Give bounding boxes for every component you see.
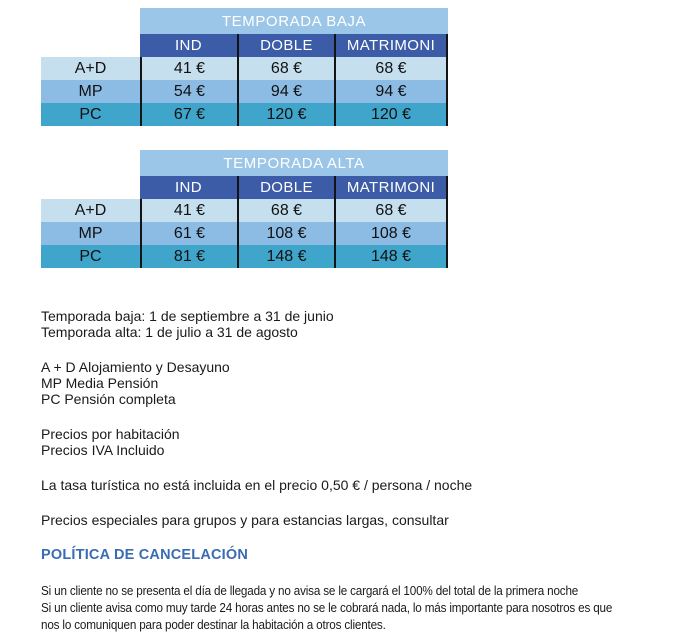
price-cell: 68 € bbox=[237, 57, 334, 80]
row-label-ad: A+D bbox=[41, 57, 140, 80]
row-label-ad: A+D bbox=[41, 199, 140, 222]
row-label-pc: PC bbox=[41, 245, 140, 268]
row-label-mp: MP bbox=[41, 80, 140, 103]
table-title: TEMPORADA BAJA bbox=[140, 8, 448, 34]
temporada-baja-table bbox=[41, 8, 448, 126]
price-cell: 148 € bbox=[334, 245, 448, 268]
policy-line-2: Si un cliente avisa como muy tarde 24 horas antes no se le cobrará nada, lo más importante para nosotros es que bbox=[41, 600, 613, 615]
cancellation-heading: POLÍTICA DE CANCELACIÓN bbox=[41, 547, 249, 563]
row-label-mp: MP bbox=[41, 222, 140, 245]
spacer-cell bbox=[41, 8, 140, 34]
legend-mp: MP Media Pensión bbox=[41, 375, 159, 391]
vat-note: Precios IVA Incluido bbox=[41, 442, 165, 458]
per-room-note: Precios por habitación bbox=[41, 426, 180, 442]
price-cell: 120 € bbox=[237, 103, 334, 126]
spacer-cell bbox=[41, 176, 140, 199]
price-cell: 94 € bbox=[237, 80, 334, 103]
policy-line-1: Si un cliente no se presenta el día de llegada y no avisa se le cargará el 100% del total de la primera noche bbox=[41, 583, 579, 598]
column-header-doble: DOBLE bbox=[237, 34, 334, 57]
column-header-doble: DOBLE bbox=[237, 176, 334, 199]
price-cell: 61 € bbox=[140, 222, 237, 245]
season-high-note: Temporada alta: 1 de julio a 31 de agosto bbox=[41, 324, 298, 340]
cancellation-policy bbox=[41, 582, 661, 633]
price-cell: 68 € bbox=[334, 199, 448, 222]
column-header-matrimoni: MATRIMONI bbox=[334, 176, 448, 199]
price-cell: 108 € bbox=[334, 222, 448, 245]
price-cell: 41 € bbox=[140, 199, 237, 222]
temporada-alta-table bbox=[41, 150, 448, 268]
price-cell: 54 € bbox=[140, 80, 237, 103]
price-cell: 94 € bbox=[334, 80, 448, 103]
price-cell: 120 € bbox=[334, 103, 448, 126]
column-header-ind: IND bbox=[140, 34, 237, 57]
notes-section: Temporada baja: 1 de septiembre a 31 de junio Temporada alta: 1 de julio a 31 de agosto A + D Alojamiento y Desayuno MP Media Pensión PC Pensión completa Precios por habitación Precios IVA Incluido La tasa turística no está incluida en el precio 0,50 € / persona / noche Precios especiales para grupos y para estancias largas, consultar POLÍTICA DE CANCELACIÓN Si un cliente no se presenta el día de llegada y no avisa se le cargará el 100% del total de la primera noche Si un cliente avisa como muy tarde 24 horas antes no se le cobrará nada, lo más importante para nosotros es que nos lo comuniquen para poder destinar la habitación a otros clientes. bbox=[41, 289, 661, 633]
price-cell: 81 € bbox=[140, 245, 237, 268]
spacer-cell bbox=[41, 150, 140, 176]
price-cell: 68 € bbox=[237, 199, 334, 222]
policy-line-3: nos lo comuniquen para poder destinar la habitación a otros clientes. bbox=[41, 617, 386, 632]
table-title: TEMPORADA ALTA bbox=[140, 150, 448, 176]
spacer-cell bbox=[41, 34, 140, 57]
legend-ad: A + D Alojamiento y Desayuno bbox=[41, 359, 230, 375]
season-low-note: Temporada baja: 1 de septiembre a 31 de junio bbox=[41, 308, 334, 324]
price-cell: 108 € bbox=[237, 222, 334, 245]
column-header-matrimoni: MATRIMONI bbox=[334, 34, 448, 57]
price-cell: 41 € bbox=[140, 57, 237, 80]
price-cell: 148 € bbox=[237, 245, 334, 268]
column-header-ind: IND bbox=[140, 176, 237, 199]
row-label-pc: PC bbox=[41, 103, 140, 126]
price-cell: 68 € bbox=[334, 57, 448, 80]
legend-pc: PC Pensión completa bbox=[41, 391, 176, 407]
price-cell: 67 € bbox=[140, 103, 237, 126]
